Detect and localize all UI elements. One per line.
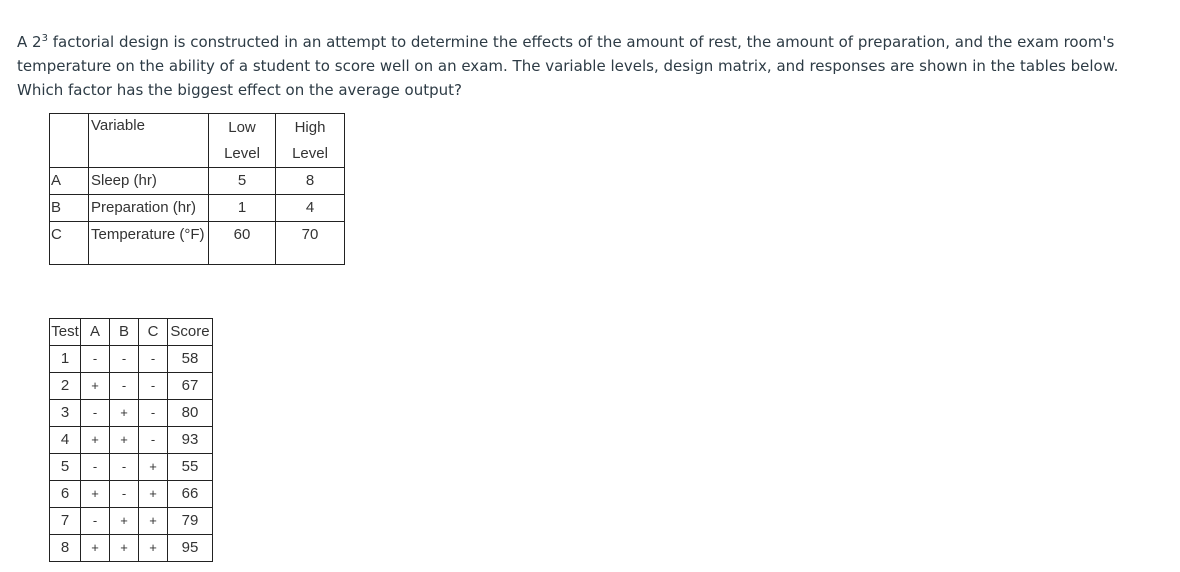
levels-low: 5: [209, 168, 276, 195]
design-b: +: [110, 427, 139, 454]
design-row: [50, 373, 213, 400]
design-a: -: [81, 346, 110, 373]
design-row: [50, 481, 213, 508]
design-b: -: [110, 454, 139, 481]
levels-row: [50, 222, 345, 265]
question-exponent: 3: [41, 33, 48, 44]
levels-name: Sleep (hr): [89, 168, 209, 195]
design-test: 6: [50, 481, 81, 508]
question-body: factorial design is constructed in an attempt to determine the effects of the amount of rest, the amount of preparation, and the exam room's temperature on the ability of a student to score well on an exam. The variable levels, design matrix, and responses are shown in the tables below. Which factor has the biggest effect on the average output?: [17, 33, 1119, 99]
design-score: 67: [168, 373, 213, 400]
design-a: +: [81, 481, 110, 508]
design-a: +: [81, 373, 110, 400]
levels-header-row: [50, 114, 345, 168]
levels-code: A: [50, 168, 89, 195]
design-c: -: [139, 400, 168, 427]
levels-code: C: [50, 222, 89, 265]
levels-row: [50, 168, 345, 195]
design-c: -: [139, 346, 168, 373]
design-row: [50, 427, 213, 454]
design-score: 93: [168, 427, 213, 454]
design-header-b: B: [110, 319, 139, 346]
design-test: 2: [50, 373, 81, 400]
question-text: [17, 30, 1167, 102]
design-b: -: [110, 373, 139, 400]
design-score: 58: [168, 346, 213, 373]
levels-low: 1: [209, 195, 276, 222]
design-test: 5: [50, 454, 81, 481]
design-row: [50, 535, 213, 562]
design-c: +: [139, 535, 168, 562]
design-a: +: [81, 535, 110, 562]
design-score: 95: [168, 535, 213, 562]
design-a: -: [81, 454, 110, 481]
design-header-score: Score: [168, 319, 213, 346]
design-b: +: [110, 400, 139, 427]
design-row: [50, 400, 213, 427]
design-test: 4: [50, 427, 81, 454]
variable-levels-table: [49, 113, 345, 265]
levels-row: [50, 195, 345, 222]
levels-high: 8: [276, 168, 345, 195]
design-b: -: [110, 346, 139, 373]
design-header-test: Test: [50, 319, 81, 346]
levels-header-high: High Level: [276, 114, 345, 168]
design-a: -: [81, 508, 110, 535]
design-b: +: [110, 508, 139, 535]
design-test: 8: [50, 535, 81, 562]
design-header-row: [50, 319, 213, 346]
design-c: +: [139, 481, 168, 508]
design-matrix-table: [49, 318, 213, 562]
design-header-c: C: [139, 319, 168, 346]
design-row: [50, 454, 213, 481]
design-b: -: [110, 481, 139, 508]
levels-header-low: Low Level: [209, 114, 276, 168]
design-b: +: [110, 535, 139, 562]
design-row: [50, 346, 213, 373]
design-c: -: [139, 427, 168, 454]
levels-high: 4: [276, 195, 345, 222]
levels-name: Preparation (hr): [89, 195, 209, 222]
levels-header-code: [50, 114, 89, 168]
levels-code: B: [50, 195, 89, 222]
design-score: 55: [168, 454, 213, 481]
design-score: 79: [168, 508, 213, 535]
design-a: -: [81, 400, 110, 427]
design-c: +: [139, 508, 168, 535]
question-prefix: A 2: [17, 33, 42, 51]
design-c: +: [139, 454, 168, 481]
design-score: 80: [168, 400, 213, 427]
design-c: -: [139, 373, 168, 400]
design-a: +: [81, 427, 110, 454]
levels-low: 60: [209, 222, 276, 265]
design-test: 3: [50, 400, 81, 427]
design-test: 7: [50, 508, 81, 535]
design-row: [50, 508, 213, 535]
levels-name: Temperature (°F): [89, 222, 209, 265]
design-score: 66: [168, 481, 213, 508]
levels-header-variable: Variable: [89, 114, 209, 168]
design-header-a: A: [81, 319, 110, 346]
design-test: 1: [50, 346, 81, 373]
levels-high: 70: [276, 222, 345, 265]
